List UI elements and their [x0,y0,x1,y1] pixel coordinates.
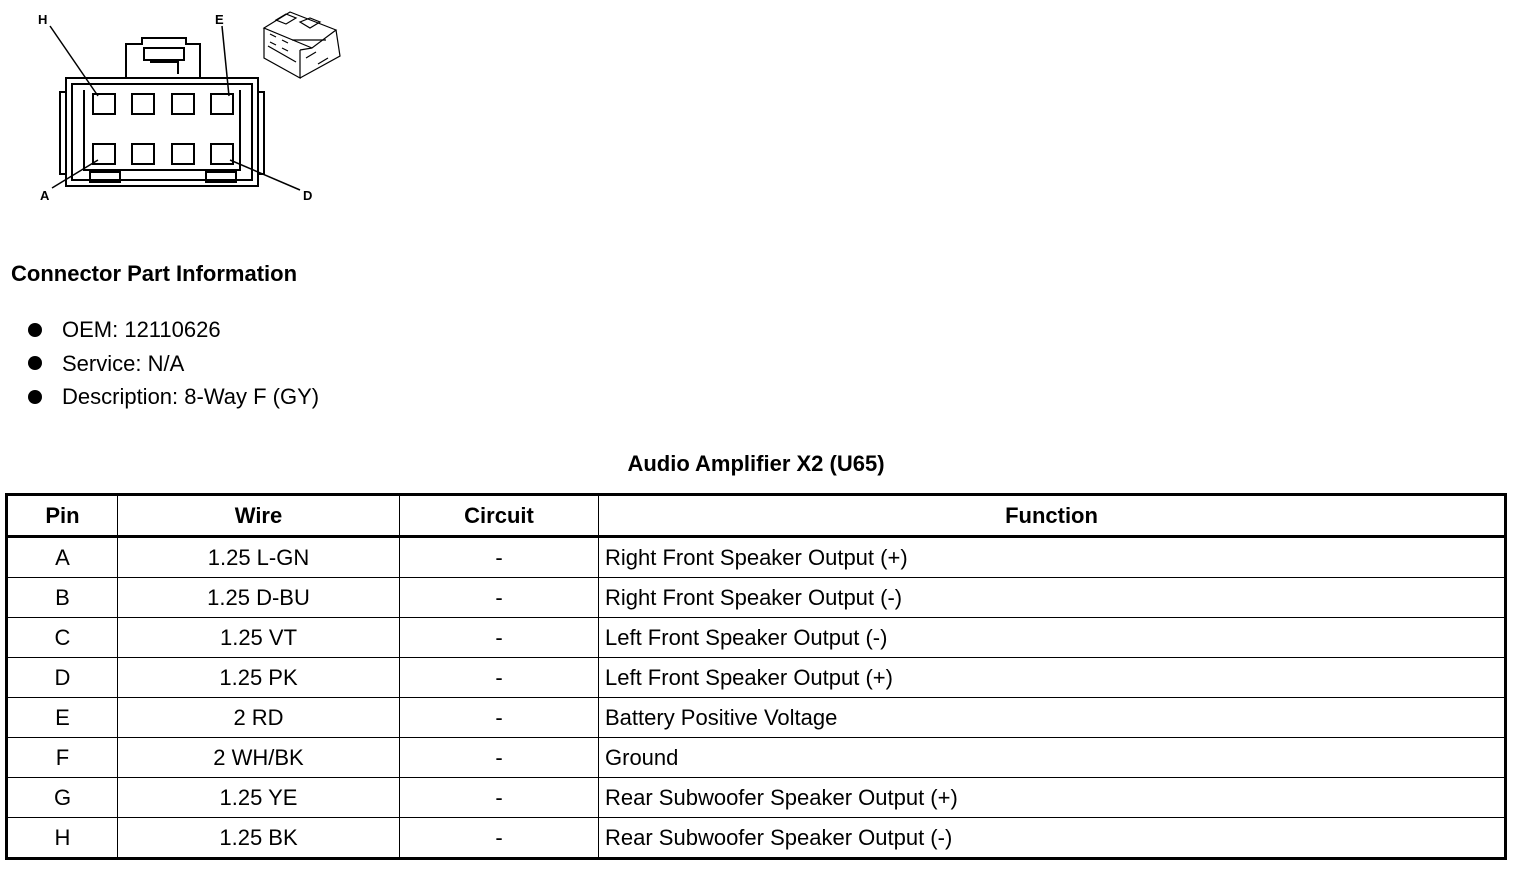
table-row [7,618,1506,658]
wire-cell: 2 RD [118,698,400,738]
table-row [7,738,1506,778]
header-function: Function [599,495,1506,537]
pinout-table [5,493,1507,860]
function-cell: Battery Positive Voltage [599,698,1506,738]
pin-label-h: H [38,12,48,27]
circuit-cell: - [400,578,599,618]
service-value: Service: N/A [62,350,185,376]
connector-info-heading: Connector Part Information [11,261,298,286]
bullet-icon [28,323,42,337]
oem-value: OEM: 12110626 [62,317,221,342]
bullet-icon [28,390,42,404]
circuit-cell: - [400,818,599,859]
connector-info-list [28,313,319,414]
pin-cell: C [7,618,118,658]
circuit-cell: - [400,778,599,818]
pin-cell: G [7,778,118,818]
pin-cell: F [7,738,118,778]
circuit-cell: - [400,618,599,658]
description-value: Description: 8-Way F (GY) [62,384,320,409]
wire-cell: 1.25 BK [118,818,400,859]
wire-cell: 1.25 L-GN [118,537,400,578]
table-title: Audio Amplifier X2 (U65) [627,451,885,476]
circuit-cell: - [400,698,599,738]
wire-cell: 1.25 YE [118,778,400,818]
header-pin: Pin [7,495,118,537]
function-cell: Right Front Speaker Output (+) [599,537,1506,578]
connector-face-diagram [0,0,360,215]
pin-cell: D [7,658,118,698]
pin-cell: B [7,578,118,618]
circuit-cell: - [400,537,599,578]
wire-cell: 1.25 D-BU [118,578,400,618]
bullet-icon [28,356,42,370]
list-item [28,313,319,347]
wire-cell: 2 WH/BK [118,738,400,778]
table-row [7,537,1506,578]
list-item [28,380,319,414]
pin-cell: A [7,537,118,578]
function-cell: Rear Subwoofer Speaker Output (+) [599,778,1506,818]
connector-thumbnail-icon [264,12,340,78]
list-item [28,347,319,381]
table-header-row [7,495,1506,537]
header-circuit: Circuit [400,495,599,537]
table-row [7,578,1506,618]
function-cell: Left Front Speaker Output (+) [599,658,1506,698]
pin-label-e: E [215,12,224,27]
pin-label-d: D [303,188,313,203]
circuit-cell: - [400,658,599,698]
function-cell: Left Front Speaker Output (-) [599,618,1506,658]
function-cell: Right Front Speaker Output (-) [599,578,1506,618]
function-cell: Rear Subwoofer Speaker Output (-) [599,818,1506,859]
wire-cell: 1.25 PK [118,658,400,698]
header-wire: Wire [118,495,400,537]
function-cell: Ground [599,738,1506,778]
table-row [7,818,1506,859]
pin-label-a: A [40,188,50,203]
pin-cell: H [7,818,118,859]
table-row [7,698,1506,738]
pin-cell: E [7,698,118,738]
wire-cell: 1.25 VT [118,618,400,658]
circuit-cell: - [400,738,599,778]
table-row [7,658,1506,698]
table-row [7,778,1506,818]
